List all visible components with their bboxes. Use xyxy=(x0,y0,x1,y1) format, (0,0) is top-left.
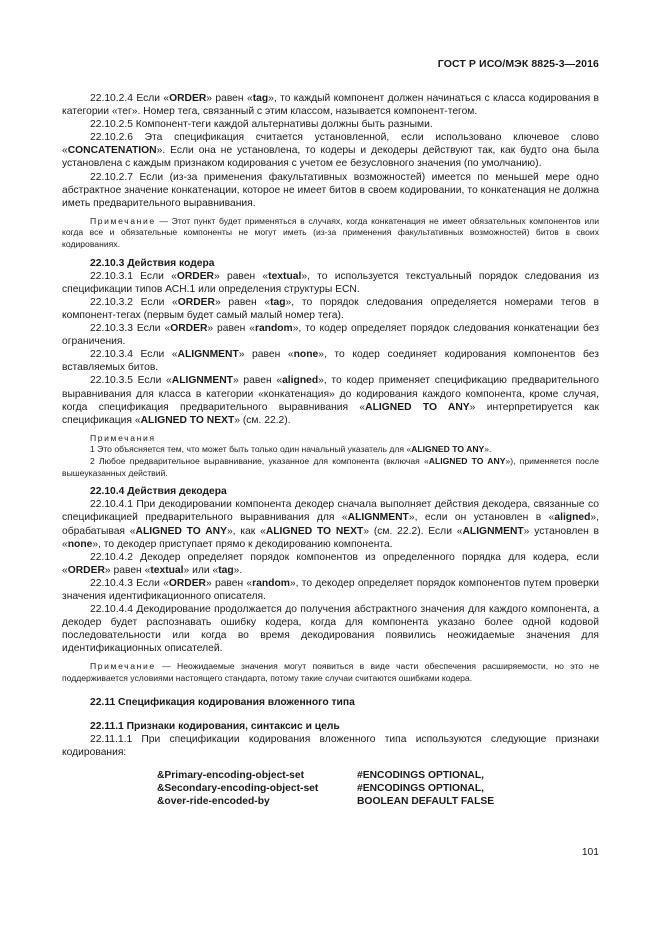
body-paragraph: 22.10.2.4 Если «ORDER» равен «tag», то каждый компонент должен начинаться с класса кодирования в категории «тег». Номер тега, связанный с этим классом, называется компонент-тегом. xyxy=(62,93,599,118)
body-paragraph: 22.11.1.1 При спецификации кодирования вложенного типа используются следующие признаки кодирования: xyxy=(62,733,599,758)
body-paragraph: 22.10.4.4 Декодирование продолжается до получения абстрактного значения для каждого компонента, а декодер будет распознавать ошибку кодера, когда для компонента указано более одной кодовой последовательности или когда во время декодирования появились неожидаемые значения для идентификационных описателей. xyxy=(62,604,599,655)
note-paragraph: 2 Любое предварительное выравнивание, указанное для компонента (включая «ALIGNED TO ANY»), применяется после вышеуказанных действий. xyxy=(62,456,599,478)
code-row xyxy=(157,795,599,808)
section-heading: 22.10.4 Действия декодера xyxy=(90,486,227,498)
code-field-name: &over-ride-encoded-by xyxy=(157,796,270,807)
section-heading: 22.11.1 Признаки кодирования, синтаксис и цель xyxy=(90,720,340,732)
page-number: 101 xyxy=(581,847,599,858)
body-paragraph: 22.10.3.2 Если «ORDER» равен «tag», то порядок следования определяется номерами тегов в компонент-тегах (первым будет самый малый номер тега). xyxy=(62,296,599,321)
note-paragraph: Примечания xyxy=(90,432,156,443)
code-field-type: BOOLEAN DEFAULT FALSE xyxy=(357,796,495,807)
page-header: ГОСТ Р ИСО/МЭК 8825-3—2016 xyxy=(437,58,599,70)
code-field-name: &Primary-encoding-object-set xyxy=(157,770,305,781)
code-block xyxy=(157,769,599,808)
body-paragraph: 22.10.3.1 Если «ORDER» равен «textual», то используется текстуальный порядок следования из спецификации типов АСН.1 или определения структуры ECN. xyxy=(62,270,599,295)
section-heading: 22.10.3 Действия кодера xyxy=(90,257,215,269)
body-paragraph: 22.10.3.3 Если «ORDER» равен «random», то кодер определяет порядок следования конкатенации без ограничения. xyxy=(62,323,599,348)
body-paragraph: 22.10.3.5 Если «ALIGNMENT» равен «aligned», то кодер применяет спецификацию предварительного выравнивания для класса в категории «конкатенация» до кодирования каждого компонента, кроме случая, когда спецификация предварительного выравнивания «ALIGNED TO ANY» интерпретируется как спецификация «ALIGNED TO NEXT» (см. 22.2). xyxy=(62,375,600,426)
body-paragraph: 22.10.2.6 Эта спецификация считается установленной, если использовано ключевое слово «CONCATENATION». Если она не установлена, то кодеры и декодеры действуют так, как будто она была установлена с каждым признаком кодирования с учетом ее безусловного значения (по умолчанию). xyxy=(62,132,599,170)
body-paragraph: 22.10.4.2 Декодер определяет порядок компонентов из определенного порядка для кодера, если «ORDER» равен «textual» или «tag». xyxy=(62,551,599,576)
code-field-type: #ENCODINGS OPTIONAL, xyxy=(357,783,485,794)
body-paragraph: 22.10.4.3 Если «ORDER» равен «random», то декодер определяет порядок компонентов путем проверки значения идентификационного описателя. xyxy=(62,577,599,602)
page-content xyxy=(62,92,599,808)
paragraph-gap xyxy=(62,685,599,696)
body-paragraph: 22.10.4.1 При декодировании компонента декодер сначала выполняет действия декодера, связанные со спецификацией предварительного выравнивания для «ALIGNMENT», если он установлен в «aligned», обрабатывая «ALIGNED TO ANY», как «ALIGNED TO NEXT» (см. 22.2). Если «ALIGNMENT» установлен в «none», то декодер приступает прямо к декодированию компонента. xyxy=(62,499,600,550)
code-field-type: #ENCODINGS OPTIONAL, xyxy=(357,770,485,781)
paragraph-gap xyxy=(62,709,599,720)
body-paragraph: 22.10.2.5 Компонент-теги каждой альтернативы должны быть разными. xyxy=(90,119,433,131)
body-paragraph: 22.10.2.7 Если (из-за применения факультативных возможностей) имеется по меньшей мере одно абстрактное значение конкатенации, которое не имеет битов в своем кодировании, то конкатенация не должна иметь предварительного выравнивания. xyxy=(62,171,599,209)
code-row xyxy=(157,769,599,782)
note-paragraph: 1 Это объясняется тем, что может быть только один начальный указатель для «ALIGNED TO ANY». xyxy=(90,444,492,455)
section-heading: 22.11 Спецификация кодирования вложенного типа xyxy=(90,696,355,708)
note-paragraph: Примечание — Этот пункт будет применяться в случаях, когда конкатенация не имеет обязательных компонентов или когда все и обязательные компоненты не могут иметь (из-за применения факультативных возможностей) битов в своих кодированиях. xyxy=(62,215,599,250)
paragraph-list xyxy=(62,92,599,759)
body-paragraph: 22.10.3.4 Если «ALIGNMENT» равен «none», то кодер соединяет кодирования компонентов без вставляемых битов. xyxy=(62,349,599,374)
code-row xyxy=(157,782,599,795)
code-field-name: &Secondary-encoding-object-set xyxy=(157,783,319,794)
note-paragraph: Примечание — Неожидаемые значения могут появиться в виде части обеспечения расширяемости, но это не поддерживается условиями настоящего стандарта, потому такие случаи считаются ошибками кодера. xyxy=(62,661,599,684)
